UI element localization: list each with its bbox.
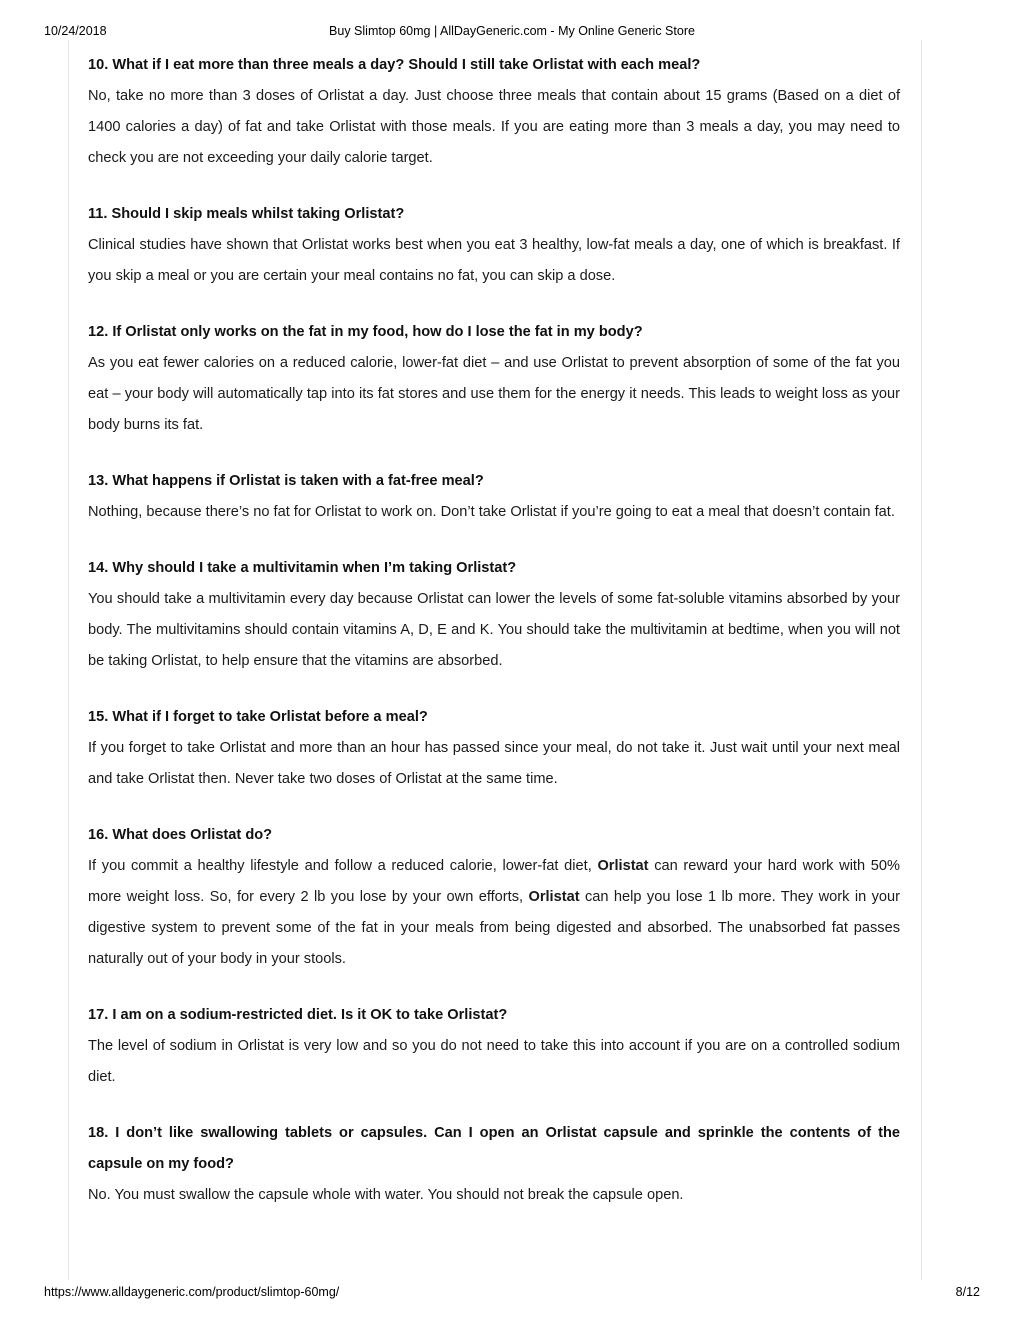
faq-item bbox=[88, 1000, 900, 1093]
faq-question: 11. Should I skip meals whilst taking Orlistat? bbox=[88, 206, 405, 222]
faq-question: 15. What if I forget to take Orlistat before a meal? bbox=[88, 709, 428, 725]
faq-answer: The level of sodium in Orlistat is very low and so you do not need to take this into account if you are on a controlled sodium diet. bbox=[88, 1038, 900, 1085]
faq-item bbox=[88, 199, 900, 292]
faq-content bbox=[88, 50, 900, 1236]
faq-item bbox=[88, 702, 900, 795]
faq-question: 13. What happens if Orlistat is taken with a fat-free meal? bbox=[88, 473, 484, 489]
answer-text: If you commit a healthy lifestyle and follow a reduced calorie, lower-fat diet, bbox=[88, 858, 598, 874]
faq-item bbox=[88, 553, 900, 677]
faq-question: 17. I am on a sodium-restricted diet. Is it OK to take Orlistat? bbox=[88, 1007, 508, 1023]
faq-question: 10. What if I eat more than three meals a day? Should I still take Orlistat with each meal? bbox=[88, 57, 701, 73]
print-date: 10/24/2018 bbox=[44, 24, 107, 38]
answer-text: can reward your hard work with 50% more weight loss. So, for every 2 lb you lose by your own efforts, bbox=[88, 858, 900, 905]
faq-question: 16. What does Orlistat do? bbox=[88, 827, 273, 843]
faq-answer: You should take a multivitamin every day because Orlistat can lower the levels of some fat-soluble vitamins absorbed by your body. The multivitamins should contain vitamins A, D, E and K. You should take the multivitamin at bedtime, when you will not be taking Orlistat, to help ensure that the vitamins are absorbed. bbox=[88, 591, 900, 669]
product-name: Orlistat bbox=[597, 858, 649, 874]
faq-item bbox=[88, 50, 900, 174]
print-footer bbox=[44, 1285, 980, 1301]
page-title: Buy Slimtop 60mg | AllDayGeneric.com - My Online Generic Store bbox=[329, 24, 695, 38]
faq-item bbox=[88, 1118, 900, 1211]
faq-answer bbox=[88, 851, 900, 975]
faq-question: 18. I don’t like swallowing tablets or capsules. Can I open an Orlistat capsule and sprinkle the contents of the capsule on my food? bbox=[88, 1125, 900, 1172]
faq-question: 12. If Orlistat only works on the fat in my food, how do I lose the fat in my body? bbox=[88, 324, 643, 340]
answer-text: can help you lose 1 lb more. They work in your digestive system to prevent some of the fat in your meals from being digested and absorbed. The unabsorbed fat passes naturally out of your body in your stools. bbox=[88, 889, 900, 967]
print-header bbox=[44, 24, 980, 40]
faq-item bbox=[88, 820, 900, 975]
faq-answer: As you eat fewer calories on a reduced calorie, lower-fat diet – and use Orlistat to prevent absorption of some of the fat you eat – your body will automatically tap into its fat stores and use them for the energy it needs. This leads to weight loss as your body burns its fat. bbox=[88, 355, 900, 433]
product-name: Orlistat bbox=[528, 889, 580, 905]
faq-item bbox=[88, 317, 900, 441]
faq-answer: No, take no more than 3 doses of Orlistat a day. Just choose three meals that contain about 15 grams (Based on a diet of 1400 calories a day) of fat and take Orlistat with those meals. If you are eating more than 3 meals a day, you may need to check you are not exceeding your daily calorie target. bbox=[88, 88, 900, 166]
page-url: https://www.alldaygeneric.com/product/slimtop-60mg/ bbox=[44, 1285, 340, 1299]
faq-item bbox=[88, 466, 900, 528]
faq-answer: Nothing, because there’s no fat for Orlistat to work on. Don’t take Orlistat if you’re going to eat a meal that doesn’t contain fat. bbox=[88, 504, 895, 520]
faq-question: 14. Why should I take a multivitamin when I’m taking Orlistat? bbox=[88, 560, 517, 576]
faq-answer: If you forget to take Orlistat and more than an hour has passed since your meal, do not take it. Just wait until your next meal and take Orlistat then. Never take two doses of Orlistat at the same time. bbox=[88, 740, 900, 787]
faq-answer: Clinical studies have shown that Orlistat works best when you eat 3 healthy, low-fat meals a day, one of which is breakfast. If you skip a meal or you are certain your meal contains no fat, you can skip a dose. bbox=[88, 237, 900, 284]
page-number: 8/12 bbox=[955, 1285, 980, 1299]
faq-answer: No. You must swallow the capsule whole with water. You should not break the capsule open. bbox=[88, 1187, 684, 1203]
